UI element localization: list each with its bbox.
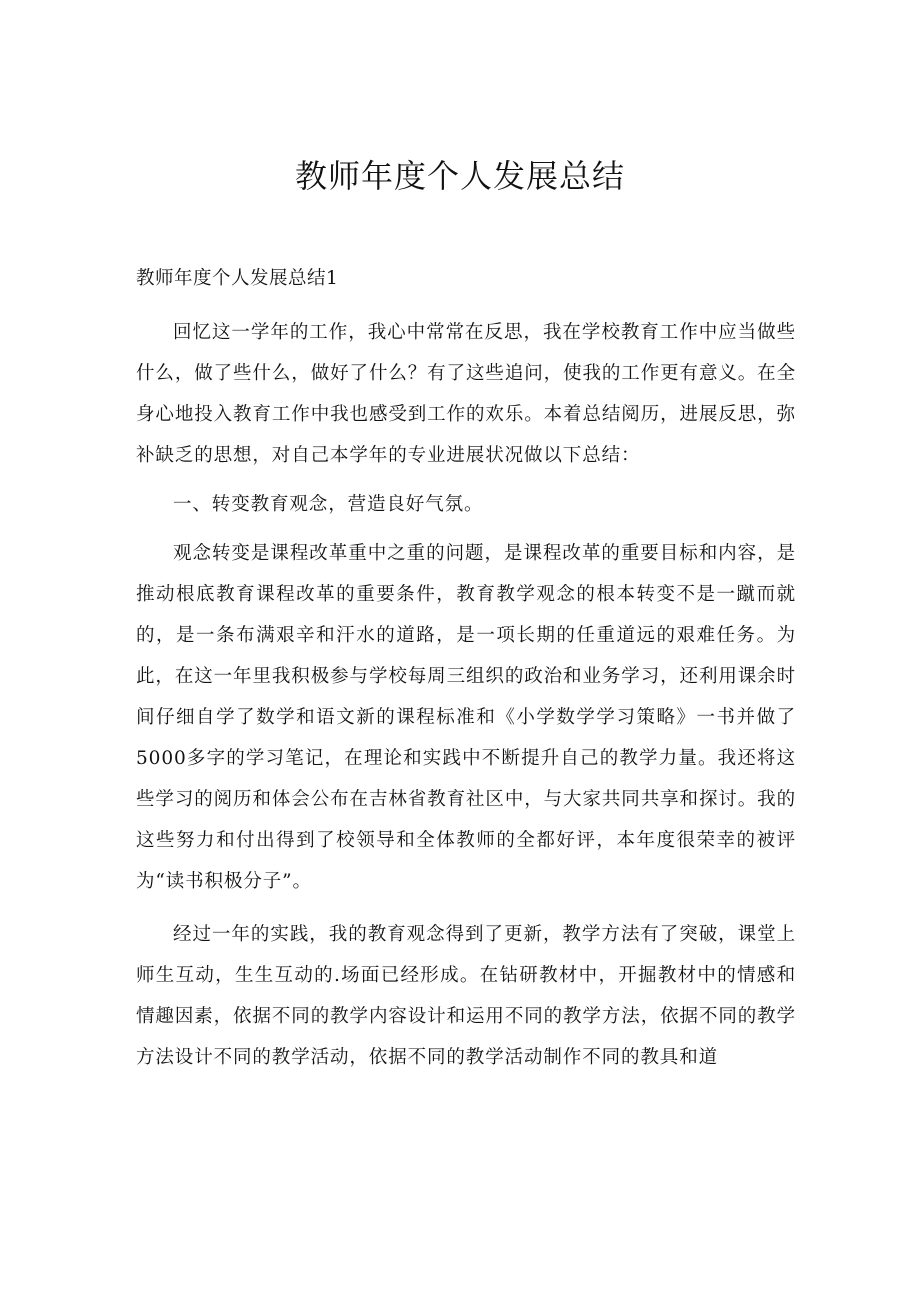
section-subheading: 教师年度个人发展总结1 xyxy=(136,268,339,289)
paragraph-section-heading: 一、转变教育观念，营造良好气氛。 xyxy=(173,494,484,515)
paragraph-practice: 经过一年的实践，我的教育观念得到了更新，教学方法有了突破，课堂上师生互动，生生互动的.场面已经形成。在钻研教材中，开掘教材中的情感和情趣因素，依据不同的教学内容设计和运用不同的教学方法，依据不同的教学方法设计不同的教学活动，依据不同的教学活动制作不同的教具和道 xyxy=(136,924,796,1068)
paragraph-concept-change: 观念转变是课程改革重中之重的问题，是课程改革的重要目标和内容，是推动根底教育课程改革的重要条件，教育教学观念的根本转变不是一蹴而就的，是一条布满艰辛和汗水的道路，是一项长期的任重道远的艰难任务。为此，在这一年里我积极参与学校每周三组织的政治和业务学习，还利用课余时间仔细自学了数学和语文新的课程标准和《小学数学学习策略》一书并做了5000多字的学习笔记，在理论和实践中不断提升自己的教学力量。我还将这些学习的阅历和体会公布在吉林省教育社区中，与大家共同共享和探讨。我的这些努力和付出得到了校领导和全体教师的全都好评，本年度很荣幸的被评为“读书积极分子”。 xyxy=(136,543,796,892)
document-title: 教师年度个人发展总结 xyxy=(294,157,625,195)
document-body xyxy=(136,312,796,1078)
paragraph-intro: 回忆这一学年的工作，我心中常常在反思，我在学校教育工作中应当做些什么，做了些什么，做好了什么？有了这些追问，使我的工作更有意义。在全身心地投入教育工作中我也感受到工作的欢乐。本着总结阅历，进展反思，弥补缺乏的思想，对自己本学年的专业进展状况做以下总结： xyxy=(136,322,796,466)
